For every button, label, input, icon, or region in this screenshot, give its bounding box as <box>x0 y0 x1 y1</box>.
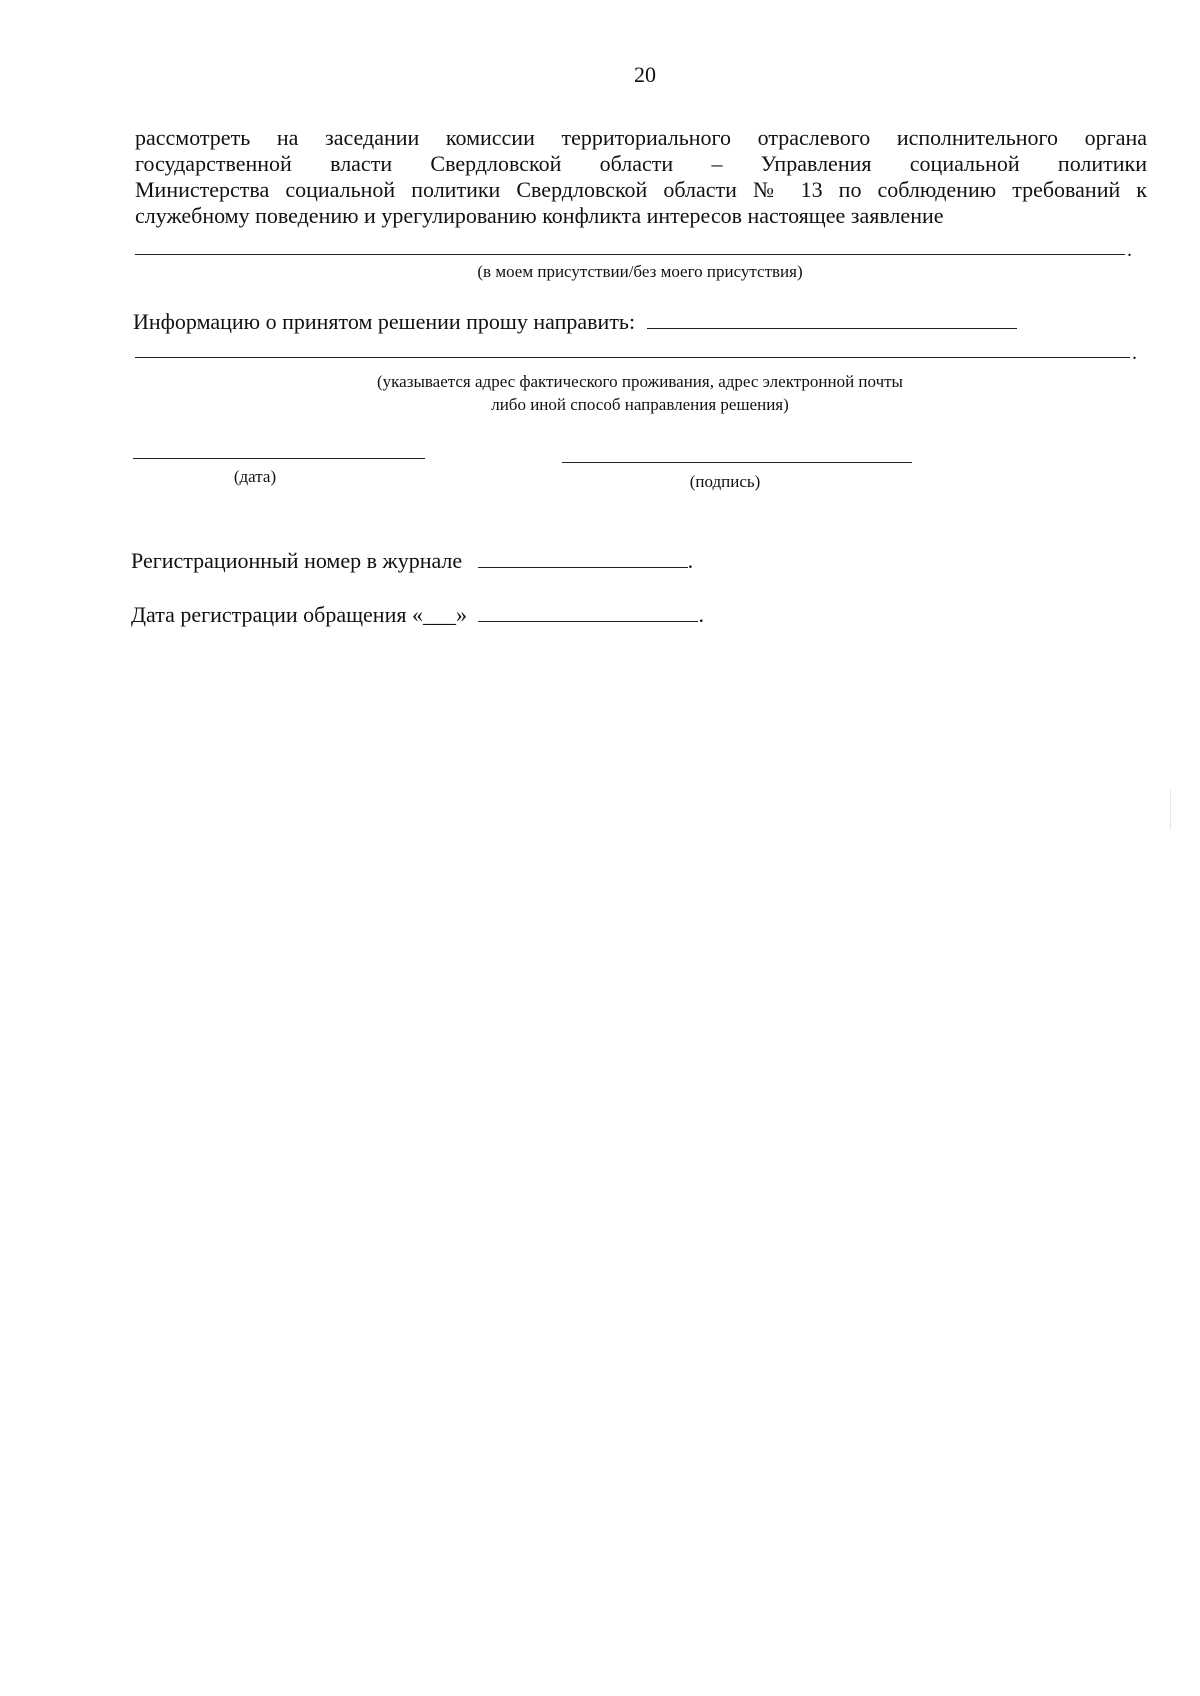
page-number: 20 <box>634 62 656 87</box>
presence-line-dot: . <box>1127 239 1132 261</box>
paragraph-line-1: рассмотреть на заседании комиссии территориального отраслевого исполнительного органа <box>135 125 1147 150</box>
registration-number-dot: . <box>687 548 694 573</box>
address-caption-line2: либо иной способ направления решения) <box>491 395 789 414</box>
registration-date-dot: . <box>698 602 704 627</box>
presence-fill-line[interactable] <box>135 254 1125 255</box>
request-paragraph <box>135 125 1147 229</box>
info-label-text: Информацию о принятом решении прошу направить: <box>133 309 636 334</box>
signature-caption: (подпись) <box>689 472 761 491</box>
date-caption: (дата) <box>233 467 277 486</box>
address-line-dot: . <box>1132 342 1137 364</box>
address-fill-line[interactable] <box>135 357 1130 358</box>
address-caption-line1: (указывается адрес фактического проживания, адрес электронной почты <box>377 372 903 391</box>
info-fill-line[interactable] <box>647 310 1017 329</box>
registration-date-row <box>131 602 704 628</box>
registration-number-fill-line[interactable] <box>478 549 688 568</box>
paragraph-line-3: Министерства социальной политики Свердловской области № 13 по соблюдению требований к <box>135 177 1147 202</box>
info-label <box>133 309 1017 335</box>
paragraph-line-4: служебному поведению и урегулированию конфликта интересов настоящее заявление <box>135 203 944 228</box>
registration-date-label: Дата регистрации обращения «___» <box>131 602 467 627</box>
date-fill-line[interactable] <box>133 458 425 459</box>
paragraph-line-2: государственной власти Свердловской области – Управления социальной политики <box>135 151 1147 176</box>
presence-caption: (в моем присутствии/без моего присутствия) <box>477 262 803 281</box>
registration-number-label: Регистрационный номер в журнале <box>131 548 463 573</box>
registration-date-fill-line[interactable] <box>478 603 698 622</box>
registration-number-row <box>131 548 693 574</box>
signature-fill-line[interactable] <box>562 462 912 463</box>
scan-artifact <box>1170 790 1171 830</box>
